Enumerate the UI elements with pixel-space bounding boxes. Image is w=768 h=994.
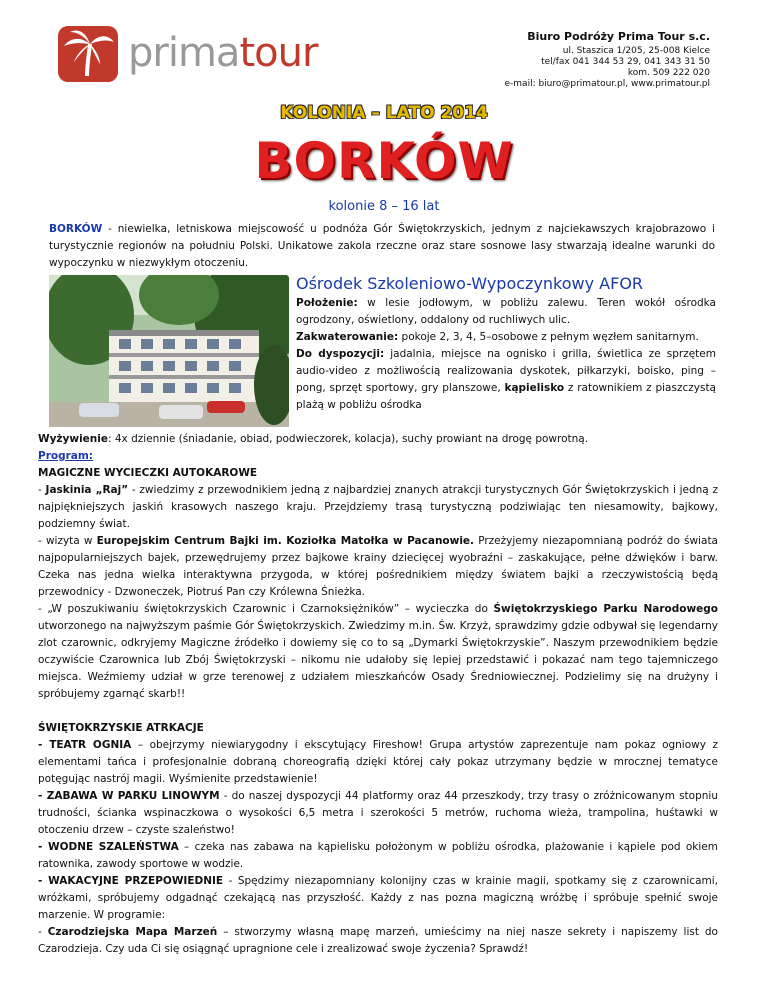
section1-title: MAGICZNE WYCIECZKI AUTOKAROWE [38, 467, 258, 479]
program-item: - WODNE SZALEŃSTWA – czeka nas zabawa na kąpielisku położonym w pobliżu ośrodka, plażowanie i kąpiele pod okiem ratownika, zawody sportowe w wodzie. [38, 841, 718, 870]
mobile: kom. 509 222 020 [627, 68, 710, 78]
section2-title: ŚWIĘTOKRZYSKIE ATRKACJE [38, 722, 204, 734]
logo-wordmark: primatour [128, 30, 318, 76]
program-item: - WAKACYJNE PRZEPOWIEDNIE - Spędzimy niezapomniany kolonijny czas w krainie magii, spotkamy się z czarownicami, wróżkami, spróbujemy odgadnąć czekającą nas przyszłość. Każdy z nas pozna magiczną wróżbę i spróbuje spełnić swoje marzenie. W programie: [38, 875, 718, 921]
program-section [38, 431, 718, 958]
program-item: - TEATR OGNIA – obejrzymy niewiarygodny i ekscytujący Fireshow! Grupa artystów zaprezentuje nam pokaz ogniowy z elementami tańca i profesjonalnie dobraną choreografią dzięki której cały pokaz utrzymany będzie w mrocznej tematyce potęgując nastrój magii. Wyśmienite przedstawienie! [38, 739, 718, 785]
destination-title: BORKÓW [254, 132, 514, 190]
program-item: - wizyta w Europejskim Centrum Bajki im. Koziołka Matołka w Pacanowie. Przeżyjemy niezapomnianą podróż do świata najpopularniejszych bajek, przewędrujemy przez bajkowe krainy dziecięcej wyobraźni – zaskakujące, pełne dźwięków i barw. Czeka nas jedna wielka interaktywna przygoda, w której pośrednikiem między światem bajki a rzeczywistością będą przewodnicy - Dzwoneczek, Piotruś Pan czy Królewna Śnieżka. [38, 535, 718, 598]
season-title: KOLONIA – LATO 2014 [280, 103, 488, 123]
intro-name: BORKÓW [49, 223, 103, 235]
phone: tel/fax 041 344 53 29, 041 343 31 50 [541, 57, 710, 67]
company-name: Biuro Podróży Prima Tour s.c. [527, 30, 710, 43]
resort-photo [49, 275, 289, 427]
email-link[interactable]: e-mail: biuro@primatour.pl, www.primatour.pl [504, 79, 710, 89]
intro-paragraph: BORKÓW - niewielka, letniskowa miejscowość u podnóża Gór Świętokrzyskich, jednym z najciekawszych krajobrazowo i turystycznie regionów na południu Polski. Unikatowe zakola rzeczne oraz stare sosnowe lasy stwarzają idealne warunki do wypoczynku w niezwykłym otoczeniu. [49, 223, 715, 269]
contact-block [505, 30, 711, 90]
program-item: - Jaskinia „Raj” - zwiedzimy z przewodnikiem jedną z najbardziej znanych atrakcji turystycznych Gór Świętokrzyskich i jedną z najpiękniejszych jaskiń krasowych naszego kraju. Przejdziemy trasą turystyczną podziwiając ten niesamowity, bajkowy, podziemny świat. [38, 484, 718, 530]
primatour-logo[interactable] [56, 24, 318, 84]
resort-name: Ośrodek Szkoleniowo-Wypoczynkowy AFOR [296, 274, 644, 293]
address: ul. Staszica 1/205, 25-008 Kielce [562, 46, 710, 56]
program-item: - ZABAWA W PARKU LINOWYM - do naszej dyspozycji 44 platformy oraz 44 przeszkody, trzy trasy o zróżnicowanym stopniu trudności, ścianka wspinaczkowa o wysokości 6,5 metra i szerokości 5 metrów, ruchoma wieża, trampolina, huśtawki w otoczeniu drzew – czyste szaleństwo! [38, 790, 718, 836]
resort-details: Położenie: w lesie jodłowym, w pobliżu zalewu. Teren wokół ośrodka ogrodzony, oświetlony, oddalony od ruchliwych ulic. Zakwaterowanie: pokoje 2, 3, 4, 5–osobowe z pełnym węzłem sanitarnym. Do dyspozycji: jadalnia, miejsce na ognisko i grilla, świetlica ze sprzętem audio-video z możliwością realizowania dyskotek, piłkarzyki, boisko, ping – pong, sprzęt sportowy, gry planszowe, kąpielisko z ratownikiem z piaszczystą plażą w pobliżu ośrodka [296, 297, 716, 411]
program-label: Program: [38, 450, 94, 462]
food-line: Wyżywienie: 4x dziennie (śniadanie, obiad, podwieczorek, kolacja), suchy prowiant na drogę powrotną. [38, 433, 589, 445]
program-item: - Czarodziejska Mapa Marzeń – stworzymy własną mapę marzeń, umieścimy na niej nasze sekrety i napiszemy list do Czarodzieja. Czy uda Ci się osiągnąć upragnione cele i zrealizować swoje życzenia? Sprawdź! [38, 926, 718, 955]
age-range: kolonie 8 – 16 lat [328, 199, 440, 214]
program-item: - „W poszukiwaniu świętokrzyskich Czarownic i Czarnoksiężników” – wycieczka do Świętokrzyskiego Parku Narodowego utworzonego na najwyższym paśmie Gór Świętokrzyskich. Zwiedzimy m.in. Św. Krzyż, sprawdzimy gdzie odbywał się legendarny zlot czarownic, odkryjemy Magiczne źródełko i dowiemy się co to są „Dymarki Świętokrzyskie”. Naszym przewodnikiem będzie oczywiście Czarownica lub Zbój Świętokrzyski – nikomu nie udałoby się lepiej przedstawić i pokazać nam tego tajemniczego miejsca. Weźmiemy udział w grze terenowej z udziałem mieszkańców Osady Średniowiecznej. Podzielimy się na drużyny i spróbujemy zgarnąć skarb!! [38, 603, 718, 700]
palm-logo-icon [56, 24, 122, 84]
